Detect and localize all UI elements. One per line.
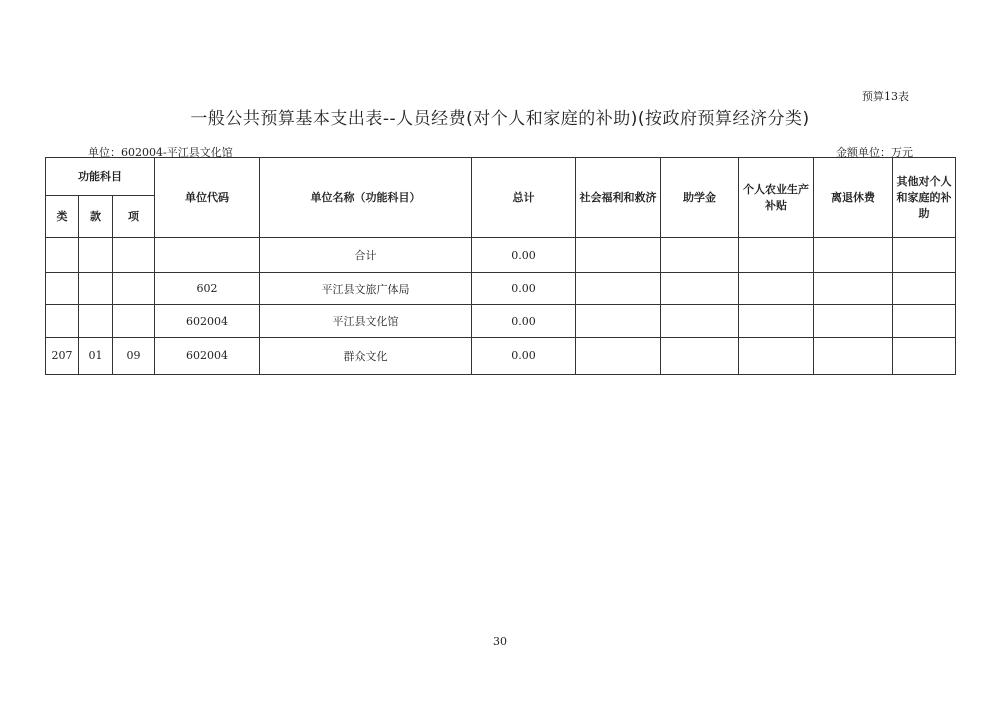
- cell-other-subsidy: [893, 273, 956, 305]
- cell-xiang: [113, 238, 155, 273]
- cell-unit-name: 合计: [260, 238, 472, 273]
- cell-lei: [46, 238, 79, 273]
- cell-agri-subsidy: [739, 337, 814, 374]
- cell-unit-code: 602004: [155, 337, 260, 374]
- cell-xiang: 09: [113, 337, 155, 374]
- header-unit-name: 单位名称（功能科目）: [260, 158, 472, 238]
- cell-kuan: [79, 305, 113, 337]
- budget-table: [45, 157, 956, 375]
- header-scholarship: 助学金: [661, 158, 739, 238]
- table-row: [46, 337, 956, 374]
- cell-unit-code: 602004: [155, 305, 260, 337]
- cell-social-welfare: [576, 238, 661, 273]
- unit-label: 单位：602004-平江县文化馆: [88, 146, 233, 159]
- cell-total: 0.00: [472, 273, 576, 305]
- cell-lei: 207: [46, 337, 79, 374]
- cell-lei: [46, 305, 79, 337]
- cell-retirement: [814, 238, 893, 273]
- cell-retirement: [814, 273, 893, 305]
- cell-social-welfare: [576, 305, 661, 337]
- header-agri-subsidy: 个人农业生产补贴: [739, 158, 814, 238]
- header-retirement: 离退休费: [814, 158, 893, 238]
- page-title: 一般公共预算基本支出表--人员经费(对个人和家庭的补助)(按政府预算经济分类): [190, 109, 810, 129]
- cell-agri-subsidy: [739, 305, 814, 337]
- header-kuan: 款: [79, 196, 113, 238]
- cell-retirement: [814, 305, 893, 337]
- table-row: [46, 273, 956, 305]
- table-row: [46, 238, 956, 273]
- cell-other-subsidy: [893, 305, 956, 337]
- cell-unit-name: 平江县文化馆: [260, 305, 472, 337]
- header-unit-code: 单位代码: [155, 158, 260, 238]
- cell-scholarship: [661, 305, 739, 337]
- cell-total: 0.00: [472, 337, 576, 374]
- cell-scholarship: [661, 337, 739, 374]
- cell-unit-code: [155, 238, 260, 273]
- cell-lei: [46, 273, 79, 305]
- cell-unit-name: 群众文化: [260, 337, 472, 374]
- page-number: 30: [493, 635, 507, 648]
- cell-social-welfare: [576, 337, 661, 374]
- cell-agri-subsidy: [739, 238, 814, 273]
- cell-kuan: [79, 238, 113, 273]
- cell-other-subsidy: [893, 238, 956, 273]
- header-social-welfare: 社会福利和救济: [576, 158, 661, 238]
- form-number: 预算13表: [862, 90, 909, 103]
- header-func-subject: 功能科目: [46, 158, 155, 196]
- cell-unit-name: 平江县文旅广体局: [260, 273, 472, 305]
- header-xiang: 项: [113, 196, 155, 238]
- header-total: 总计: [472, 158, 576, 238]
- cell-unit-code: 602: [155, 273, 260, 305]
- cell-retirement: [814, 337, 893, 374]
- cell-other-subsidy: [893, 337, 956, 374]
- cell-agri-subsidy: [739, 273, 814, 305]
- table-row: [46, 305, 956, 337]
- cell-scholarship: [661, 273, 739, 305]
- cell-xiang: [113, 273, 155, 305]
- header-lei: 类: [46, 196, 79, 238]
- cell-kuan: [79, 273, 113, 305]
- amount-unit-label: 金额单位：万元: [836, 146, 913, 159]
- header-row-1: [46, 158, 956, 196]
- cell-social-welfare: [576, 273, 661, 305]
- cell-xiang: [113, 305, 155, 337]
- cell-total: 0.00: [472, 305, 576, 337]
- cell-scholarship: [661, 238, 739, 273]
- header-other-subsidy: 其他对个人和家庭的补助: [893, 158, 956, 238]
- cell-kuan: 01: [79, 337, 113, 374]
- cell-total: 0.00: [472, 238, 576, 273]
